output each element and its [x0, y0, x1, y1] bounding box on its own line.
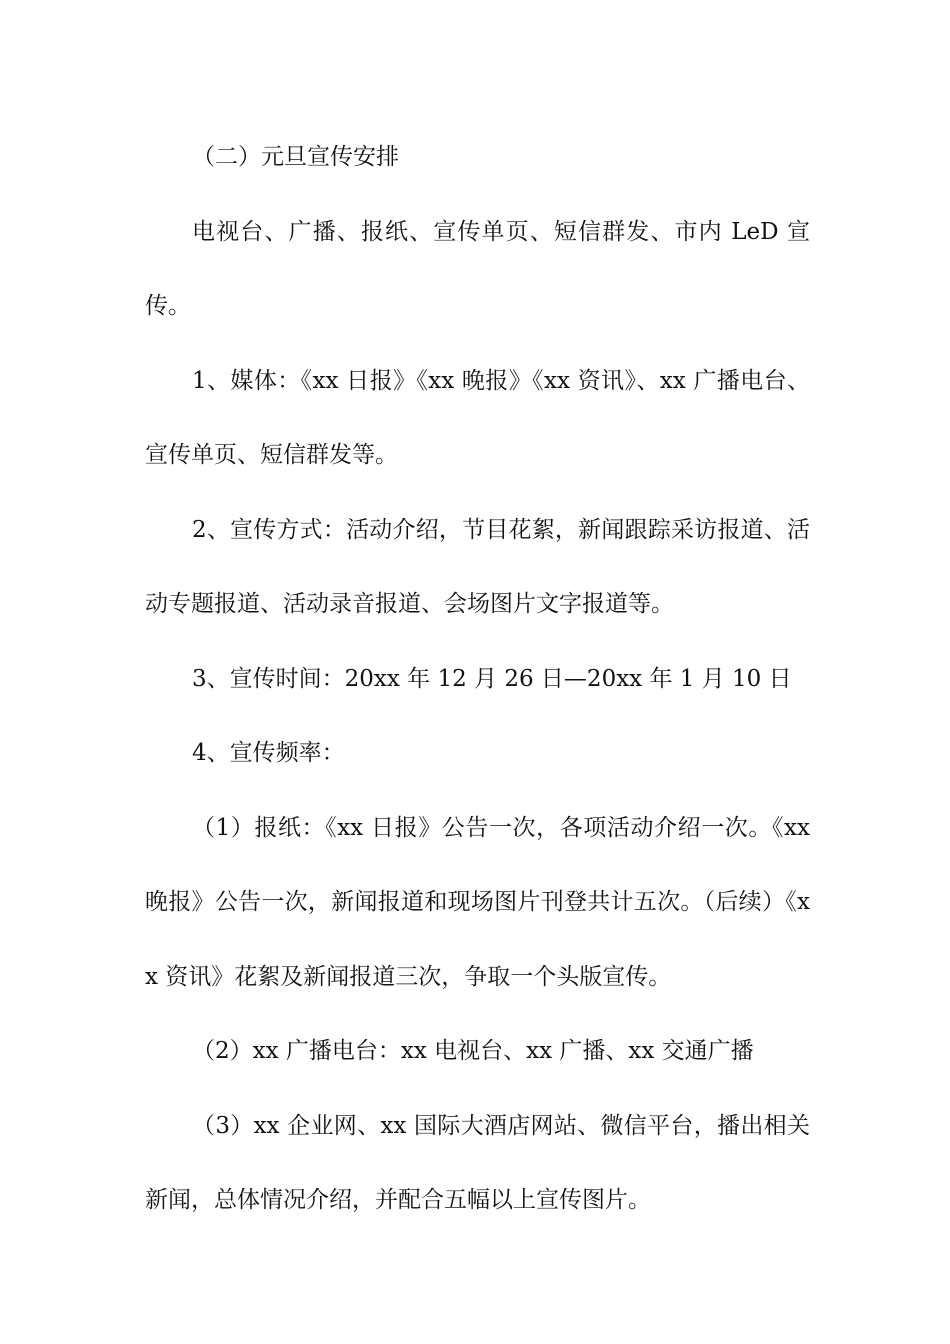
paragraph-media-overview: 电视台、广播、报纸、宣传单页、短信群发、市内 LeD 宣传。: [145, 218, 810, 319]
paragraph-web: （3）xx 企业网、xx 国际大酒店网站、微信平台，播出相关新闻，总体情况介绍，并配合五幅以上宣传图片。: [145, 1112, 810, 1213]
paragraph-publicity-frequency: 4、宣传频率：: [192, 740, 345, 766]
paragraph-publicity-method: 2、宣传方式：活动介绍，节目花絮，新闻跟踪采访报道、活动专题报道、活动录音报道、会场图片文字报道等。: [145, 516, 810, 617]
paragraph-radio: （2）xx 广播电台：xx 电视台、xx 广播、xx 交通广播: [192, 1038, 754, 1064]
paragraph-publicity-time: 3、宣传时间：20xx 年 12 月 26 日—20xx 年 1 月 10 日: [192, 665, 792, 692]
section-heading: （二）元旦宣传安排: [192, 144, 399, 170]
paragraph-media-list: 1、媒体：《xx 日报》《xx 晚报》《xx 资讯》、xx 广播电台、宣传单页、短信群发等。: [145, 367, 810, 468]
paragraph-newspaper: （1）报纸：《xx 日报》公告一次，各项活动介绍一次。《xx 晚报》公告一次，新闻报道和现场图片刊登共计五次。（后续）《xx 资讯》花絮及新闻报道三次，争取一个头版宣传。: [145, 814, 810, 990]
document-body: [145, 120, 810, 1238]
